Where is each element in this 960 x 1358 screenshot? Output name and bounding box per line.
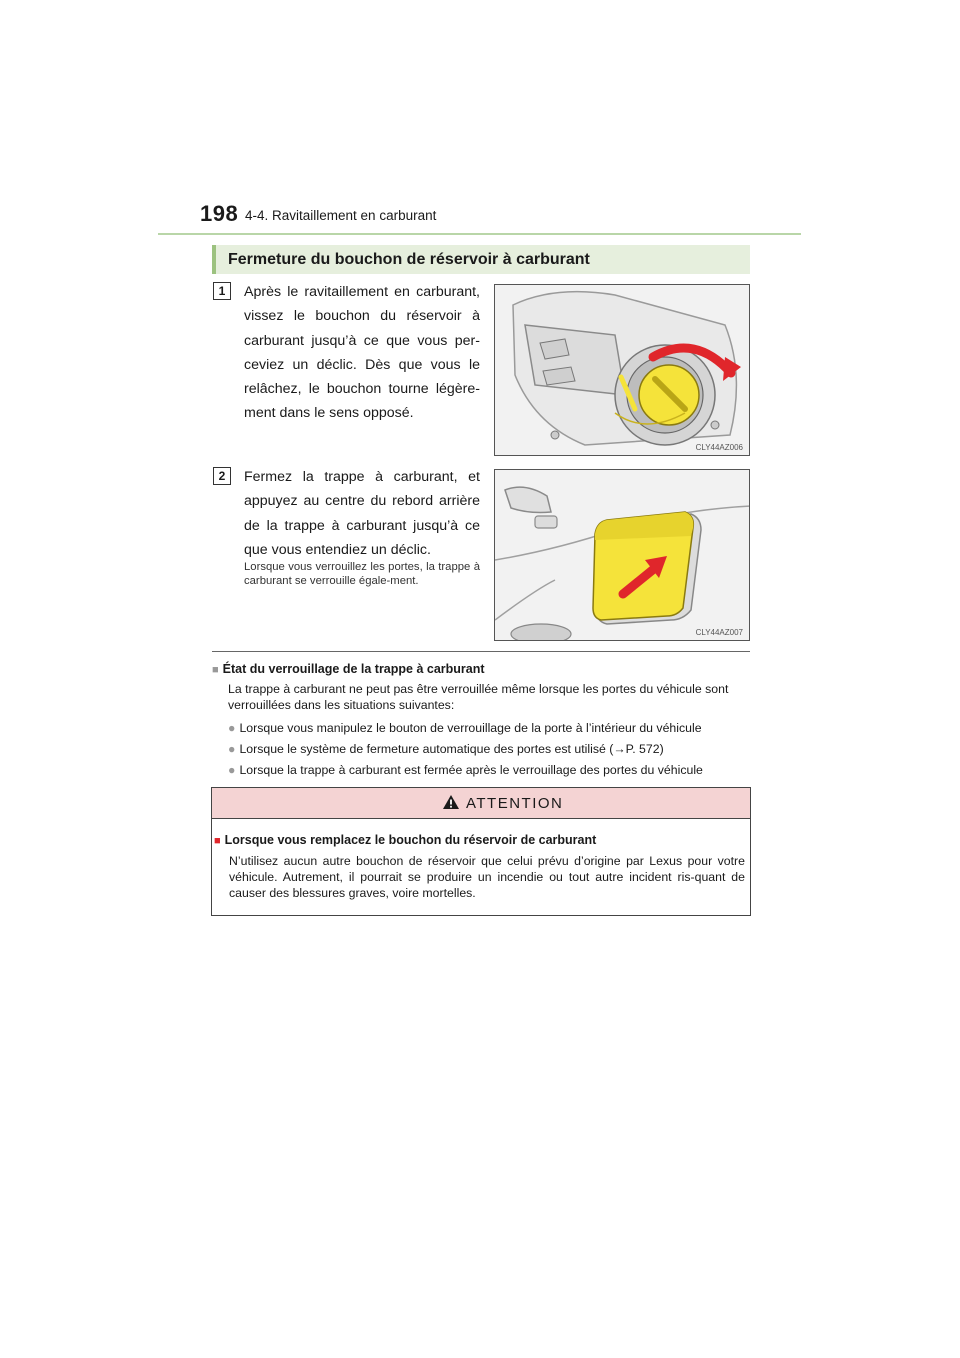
fuel-door-illustration bbox=[494, 469, 750, 641]
attention-subheading bbox=[214, 833, 596, 847]
step-1-text: Après le ravitaillement en carburant, vissez le bouchon du réservoir à carburant jusqu’à ce que vous per-ceviez un déclic. Dès que vous le relâchez, le bouchon tourne légère-ment dans le sens opposé. bbox=[244, 284, 480, 422]
info-heading bbox=[212, 662, 485, 676]
info-bullet-3 bbox=[228, 763, 703, 778]
step-2-note: Lorsque vous verrouillez les portes, la trappe à carburant se verrouille égale-ment. bbox=[244, 561, 480, 587]
image-code-2: CLY44AZ007 bbox=[695, 628, 743, 637]
attention-header bbox=[212, 788, 750, 819]
info-body: La trappe à carburant ne peut pas être verrouillée même lorsque les portes du véhicule sont verrouillées dans les situations suivantes: bbox=[228, 682, 729, 712]
attention-subheading-text: Lorsque vous remplacez le bouchon du réservoir de carburant bbox=[224, 833, 597, 847]
header-rule bbox=[158, 233, 801, 235]
circle-bullet-icon: ● bbox=[228, 742, 236, 756]
circle-bullet-icon: ● bbox=[228, 721, 236, 735]
square-bullet-icon: ■ bbox=[212, 664, 219, 676]
attention-body: N’utilisez aucun autre bouchon de réservoir que celui prévu d’origine par Lexus pour votre véhicule. Autrement, il pourrait se produire un incendie ou tout autre incident ris-quant de causer des blessures graves, voire mortelles. bbox=[229, 854, 745, 900]
image-code-1: CLY44AZ006 bbox=[695, 443, 743, 452]
section-divider bbox=[212, 651, 750, 652]
info-bullet-1 bbox=[228, 721, 702, 736]
info-bullet-text: Lorsque le système de fermeture automatique des portes est utilisé (→P. 572) bbox=[239, 742, 664, 756]
info-heading-text: État du verrouillage de la trappe à carburant bbox=[222, 662, 485, 676]
attention-title: ATTENTION bbox=[466, 795, 564, 812]
info-bullet-text: Lorsque la trappe à carburant est fermée après le verrouillage des portes du véhicule bbox=[239, 763, 703, 777]
fuel-cap-illustration bbox=[494, 284, 750, 456]
step-1-badge: 1 bbox=[213, 282, 231, 300]
chapter-title: 4-4. Ravitaillement en carburant bbox=[245, 208, 437, 223]
step-2-badge: 2 bbox=[213, 467, 231, 485]
section-title: Fermeture du bouchon de réservoir à carburant bbox=[212, 245, 750, 274]
page-number: 198 bbox=[200, 201, 239, 226]
info-bullet-text: Lorsque vous manipulez le bouton de verrouillage de la porte à l’intérieur du véhicule bbox=[239, 721, 702, 735]
square-bullet-icon: ■ bbox=[214, 835, 221, 847]
info-bullet-2 bbox=[228, 742, 664, 757]
step-2-text: Fermez la trappe à carburant, et appuyez au centre du rebord arrière de la trappe à carburant jusqu’à ce que vous entendiez un déclic. bbox=[244, 469, 480, 558]
circle-bullet-icon: ● bbox=[228, 763, 236, 777]
warning-icon bbox=[442, 794, 460, 810]
